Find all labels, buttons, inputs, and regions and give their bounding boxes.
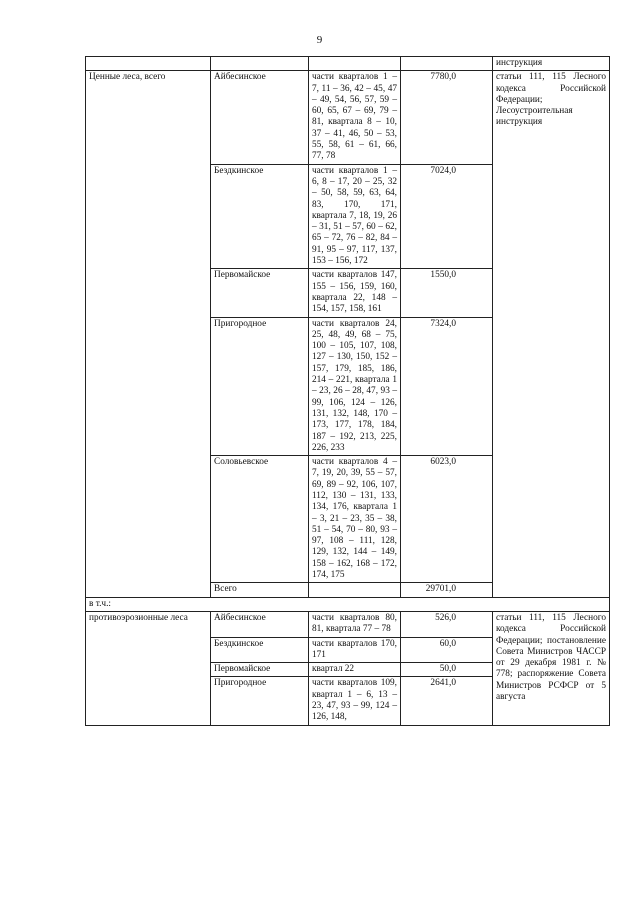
legal-cell: статьи 111, 115 Лесного кодекса Российской Федерации; постановление Совета Министров ЧАССР от 29 декабря 1981 г. № 778; распоряжение Совета Министров РСФСР от 5 августа bbox=[493, 611, 610, 725]
area-cell: 7324,0 bbox=[401, 317, 493, 456]
area-cell: 1550,0 bbox=[401, 269, 493, 317]
total-label: Всего bbox=[211, 583, 309, 597]
area-cell: 50,0 bbox=[401, 663, 493, 677]
quarters-cell: части кварталов 24, 25, 48, 49, 68 – 75, 100 – 105, 107, 108, 127 – 130, 150, 152 – 157, 179, 185, 186, 214 – 221, квартала 1 – 23, 26 – 28, 47, 93 – 99, 106, 124 – 126, 131, 132, 148, 170 – 173, 177, 178, 184, 187 – 192, 213, 225, 226, 233 bbox=[309, 317, 401, 456]
legal-cell: статьи 111, 115 Лесного кодекса Российской Федерации; Лесоустроительная инструкция bbox=[493, 71, 610, 597]
table-row bbox=[86, 611, 610, 637]
quarters-cell: части кварталов 109, квартал 1 – 6, 13 – 23, 47, 93 – 99, 124 – 126, 148, bbox=[309, 677, 401, 725]
area-cell: 2641,0 bbox=[401, 677, 493, 725]
area-cell: 7024,0 bbox=[401, 164, 493, 269]
area-cell: 6023,0 bbox=[401, 456, 493, 583]
legal-cell-cont: инструкция bbox=[493, 57, 610, 71]
quarters-cell: части кварталов 170, 171 bbox=[309, 637, 401, 663]
forestry-cell: Первомайское bbox=[211, 269, 309, 317]
area-cell: 7780,0 bbox=[401, 71, 493, 164]
page-number: 9 bbox=[316, 34, 323, 46]
quarters-cell: части кварталов 80, 81, квартала 77 – 78 bbox=[309, 611, 401, 637]
table-row bbox=[86, 597, 610, 611]
quarters-cell: квартал 22 bbox=[309, 663, 401, 677]
forestry-cell: Бездкинское bbox=[211, 164, 309, 269]
table-row bbox=[86, 57, 610, 71]
including-label: в т.ч.: bbox=[86, 597, 610, 611]
forestry-cell: Айбесинское bbox=[211, 71, 309, 164]
forestry-cell: Пригородное bbox=[211, 317, 309, 456]
table-row bbox=[86, 71, 610, 164]
quarters-cell: части кварталов 4 – 7, 19, 20, 39, 55 – 57, 69, 89 – 92, 106, 107, 112, 130 – 131, 133, 134, 176, квартала 1 – 3, 21 – 23, 35 – 38, 51 – 54, 70 – 80, 93 – 97, 108 – 111, 128, 129, 132, 144 – 149, 158 – 162, 168 – 172, 174, 175 bbox=[309, 456, 401, 583]
forest-table bbox=[85, 56, 610, 726]
quarters-cell: части кварталов 147, 155 – 156, 159, 160, квартала 22, 148 – 154, 157, 158, 161 bbox=[309, 269, 401, 317]
total-area: 29701,0 bbox=[401, 583, 493, 597]
category-cell: Ценные леса, всего bbox=[86, 71, 211, 597]
forestry-cell: Пригородное bbox=[211, 677, 309, 725]
quarters-cell: части кварталов 1 – 6, 8 – 17, 20 – 25, 32 – 50, 58, 59, 63, 64, 83, 170, 171, квартала 7, 18, 19, 26 – 31, 51 – 57, 60 – 62, 65 – 72, 76 – 82, 84 – 91, 95 – 97, 117, 137, 153 – 156, 172 bbox=[309, 164, 401, 269]
area-cell: 60,0 bbox=[401, 637, 493, 663]
forestry-cell: Бездкинское bbox=[211, 637, 309, 663]
forestry-cell: Айбесинское bbox=[211, 611, 309, 637]
quarters-cell: части кварталов 1 – 7, 11 – 36, 42 – 45, 47 – 49, 54, 56, 57, 59 – 60, 65, 67 – 69, 79 – 81, квартала 8 – 10, 37 – 41, 46, 50 – 53, 55, 58, 61 – 61, 66, 77, 78 bbox=[309, 71, 401, 164]
category-cell: противоэрозионные леса bbox=[86, 611, 211, 725]
area-cell: 526,0 bbox=[401, 611, 493, 637]
forestry-cell: Первомайское bbox=[211, 663, 309, 677]
forestry-cell: Соловьевское bbox=[211, 456, 309, 583]
